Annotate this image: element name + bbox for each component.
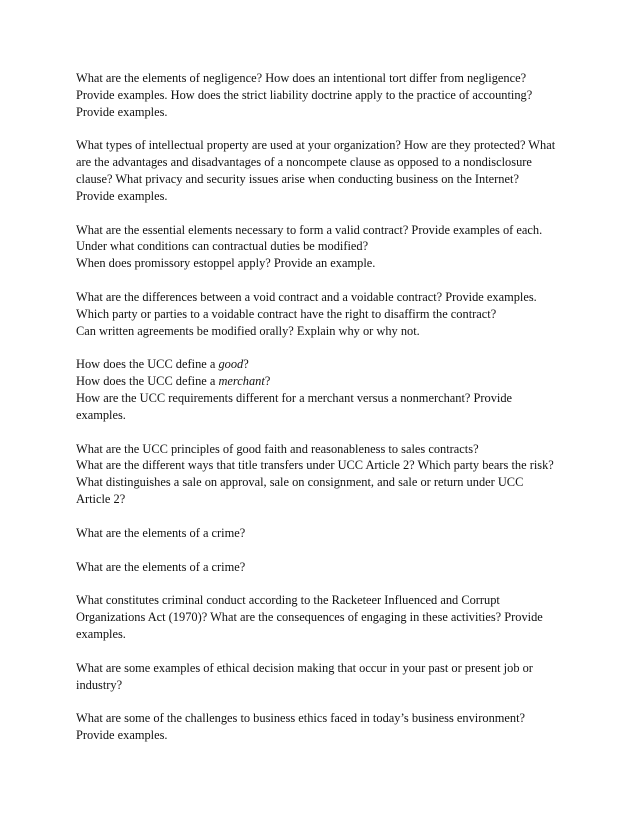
question-paragraph [76, 222, 576, 272]
text-segment: Can written agreements be modified orally? Explain why or why not. [76, 323, 420, 338]
text-segment: ? [243, 357, 249, 372]
text-segment: What are some of the challenges to business ethics faced in today’s business environment? [76, 711, 526, 726]
text-segment: Which party or parties to a voidable contract have the right to disaffirm the contract? [76, 306, 497, 321]
text-line [76, 660, 576, 677]
text-line [76, 710, 576, 727]
text-line [76, 188, 576, 205]
text-segment: How does the UCC define a [76, 374, 219, 389]
text-segment: What are some examples of ethical decision making that occur in your past or present job or [76, 660, 533, 675]
document-body [76, 70, 576, 761]
text-line [76, 306, 576, 323]
text-segment: examples. [76, 626, 126, 641]
question-paragraph [76, 289, 576, 339]
text-segment: What constitutes criminal conduct according to the Racketeer Influenced and Corrupt [76, 593, 500, 608]
question-paragraph [76, 559, 576, 576]
question-paragraph [76, 137, 576, 204]
text-line [76, 222, 576, 239]
question-paragraph [76, 356, 576, 423]
text-line [76, 104, 576, 121]
question-paragraph [76, 710, 576, 744]
text-line [76, 171, 576, 188]
text-line [76, 525, 576, 542]
text-line [76, 727, 576, 744]
text-line [76, 255, 576, 272]
question-paragraph [76, 660, 576, 694]
text-segment: What types of intellectual property are used at your organization? How are they protected? What [76, 138, 556, 153]
text-segment: Article 2? [76, 491, 126, 506]
text-line [76, 441, 576, 458]
text-segment: ? [264, 374, 271, 389]
text-segment: What are the elements of a crime? [76, 559, 246, 574]
text-line [76, 457, 576, 474]
text-segment: Provide examples. [76, 728, 168, 743]
text-line [76, 373, 576, 390]
question-paragraph [76, 70, 576, 120]
text-line [76, 626, 576, 643]
text-segment: When does promissory estoppel apply? Provide an example. [76, 256, 376, 271]
text-segment: Organizations Act (1970)? What are the consequences of engaging in these activities? Provide [76, 610, 543, 625]
text-segment: industry? [76, 677, 123, 692]
text-line [76, 609, 576, 626]
text-segment: What are the UCC principles of good faith and reasonableness to sales contracts? [76, 441, 479, 456]
text-segment: Provide examples. [76, 104, 168, 119]
text-line [76, 356, 576, 373]
italic-term: merchant [218, 374, 265, 389]
text-line [76, 407, 576, 424]
text-segment: examples. [76, 407, 126, 422]
text-line [76, 677, 576, 694]
text-segment: Provide examples. How does the strict liability doctrine apply to the practice of accounting? [76, 87, 533, 102]
text-line [76, 390, 576, 407]
question-paragraph [76, 592, 576, 642]
text-line [76, 289, 576, 306]
text-segment: Provide examples. [76, 188, 168, 203]
text-segment: What are the elements of negligence? How does an intentional tort differ from negligence? [76, 71, 527, 85]
italic-term: good [218, 357, 244, 372]
text-line [76, 137, 576, 154]
text-line [76, 474, 576, 491]
question-paragraph [76, 525, 576, 542]
text-segment: How does the UCC define a [76, 357, 219, 372]
text-line [76, 154, 576, 171]
text-segment: clause? What privacy and security issues arise when conducting business on the Internet? [76, 171, 519, 186]
text-line [76, 323, 576, 340]
text-line [76, 238, 576, 255]
text-segment: What are the differences between a void contract and a voidable contract? Provide examples. [76, 289, 537, 304]
text-line [76, 592, 576, 609]
text-line [76, 491, 576, 508]
text-segment: Under what conditions can contractual duties be modified? [76, 239, 369, 254]
text-segment: are the advantages and disadvantages of a noncompete clause as opposed to a nondisclosure [76, 155, 532, 170]
text-line [76, 70, 576, 87]
text-segment: What are the different ways that title transfers under UCC Article 2? Which party bears the risk? [76, 458, 554, 473]
text-segment: What distinguishes a sale on approval, sale on consignment, and sale or return under UCC [76, 475, 524, 490]
text-segment: How are the UCC requirements different for a merchant versus a nonmerchant? Provide [76, 390, 513, 405]
text-line [76, 87, 576, 104]
text-segment: What are the elements of a crime? [76, 525, 246, 540]
question-paragraph [76, 441, 576, 508]
text-line [76, 559, 576, 576]
text-segment: What are the essential elements necessary to form a valid contract? Provide examples of each. [76, 222, 543, 237]
